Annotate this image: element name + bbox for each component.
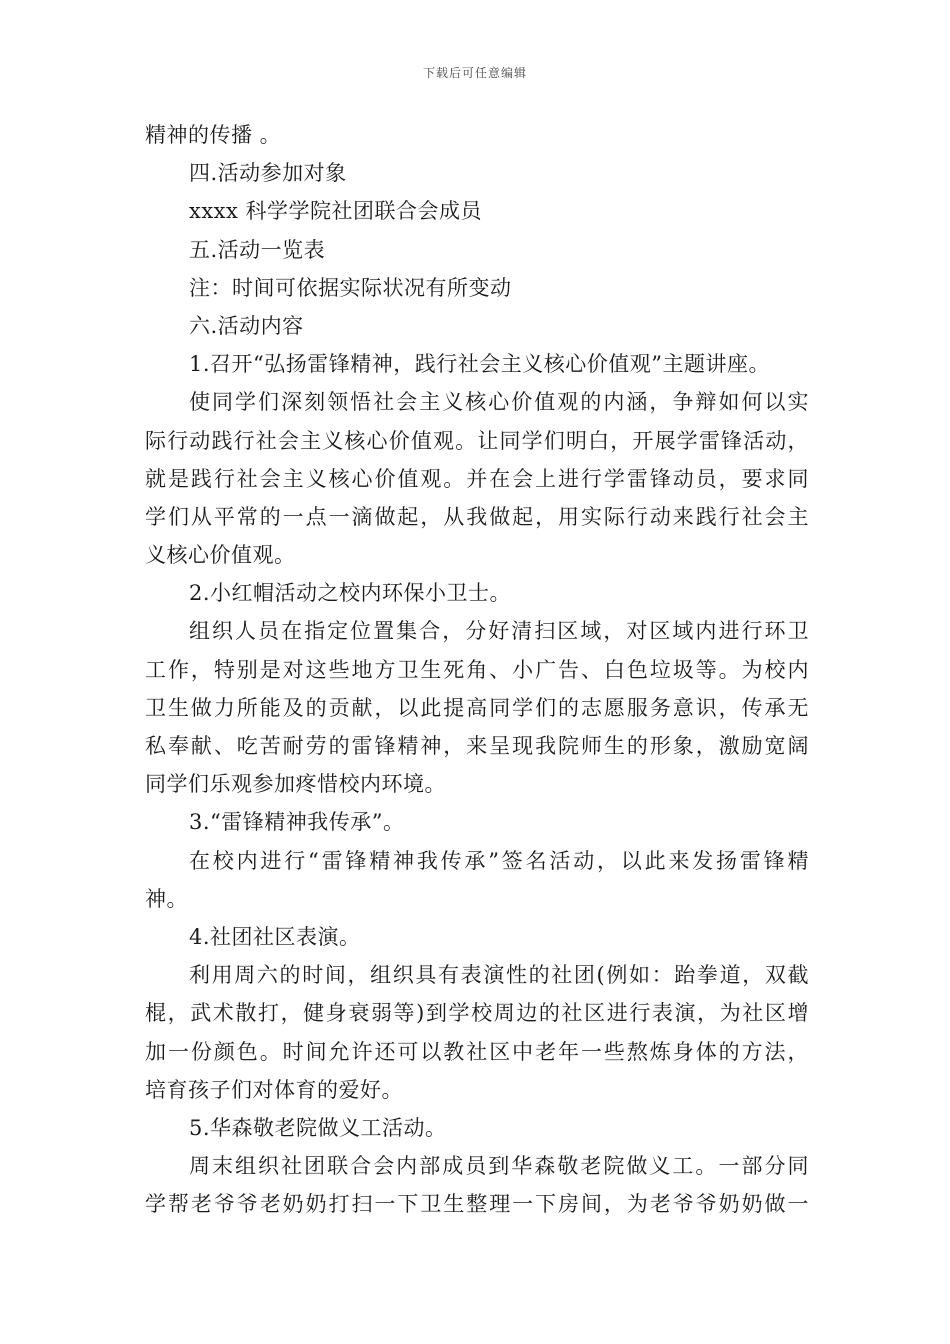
document-body <box>145 116 809 1223</box>
text-line: 周末组织社团联合会内部成员到华森敬老院做义工。一部分同 <box>189 1154 809 1179</box>
text-line: 2.小红帽活动之校内环保小卫士。 <box>189 581 512 606</box>
text-line: 精神的传播 。 <box>145 123 282 147</box>
text-line: 卫生做力所能及的贡献，以此提高同学们的志愿服务意识，传承无 <box>145 695 809 720</box>
text-line: xxxx 科学学院社团联合会成员 <box>189 199 483 224</box>
text-line: 五.活动一览表 <box>189 237 326 262</box>
text-line: 六.活动内容 <box>189 313 304 338</box>
text-line: 1.召开“弘扬雷锋精神，践行社会主义核心价值观”主题讲座。 <box>189 352 771 377</box>
text-line: 5.华森敬老院做义工活动。 <box>189 1115 447 1140</box>
text-line: 在校内进行“雷锋精神我传承”签名活动，以此来发扬雷锋精 <box>189 848 809 873</box>
text-line: 4.社团社区表演。 <box>189 924 361 949</box>
text-line: 义核心价值观。 <box>145 543 296 568</box>
page-header: 下载后可任意编辑 <box>422 66 527 80</box>
text-line: 棍，武术散打，健身衰弱等)到学校周边的社区进行表演，为社区增 <box>145 1001 809 1026</box>
text-line: 同学们乐观参加疼惜校内环境。 <box>145 772 446 797</box>
text-line: 学们从平常的一点一滴做起，从我做起，用实际行动来践行社会主 <box>145 504 809 529</box>
text-line: 学帮老爷爷老奶奶打扫一下卫生整理一下房间，为老爷爷奶奶做一 <box>145 1192 809 1217</box>
text-line: 四.活动参加对象 <box>189 161 347 186</box>
text-line: 就是践行社会主义核心价值观。并在会上进行学雷锋动员，要求同 <box>145 466 809 491</box>
text-line: 利用周六的时间，组织具有表演性的社团(例如：跆拳道，双截 <box>189 963 809 988</box>
text-line: 神。 <box>145 886 188 911</box>
text-line: 际行动践行社会主义核心价值观。让同学们明白，开展学雷锋活动， <box>145 428 809 453</box>
text-line: 私奉献、吃苦耐劳的雷锋精神，来呈现我院师生的形象，激励宽阔 <box>145 734 809 758</box>
text-line: 使同学们深刻领悟社会主义核心价值观的内涵，争辩如何以实 <box>189 390 809 415</box>
text-line: 培育孩子们对体育的爱好。 <box>145 1077 403 1102</box>
text-line: 组织人员在指定位置集合，分好清扫区域，对区域内进行环卫 <box>189 619 809 644</box>
text-line: 工作，特别是对这些地方卫生死角、小广告、白色垃圾等。为校内 <box>145 657 809 682</box>
text-line: 3.“雷锋精神我传承”。 <box>189 810 405 835</box>
text-line: 注：时间可依据实际状况有所变动 <box>189 275 512 300</box>
text-line: 加一份颜色。时间允许还可以教社区中老年一些熬炼身体的方法， <box>145 1039 809 1064</box>
